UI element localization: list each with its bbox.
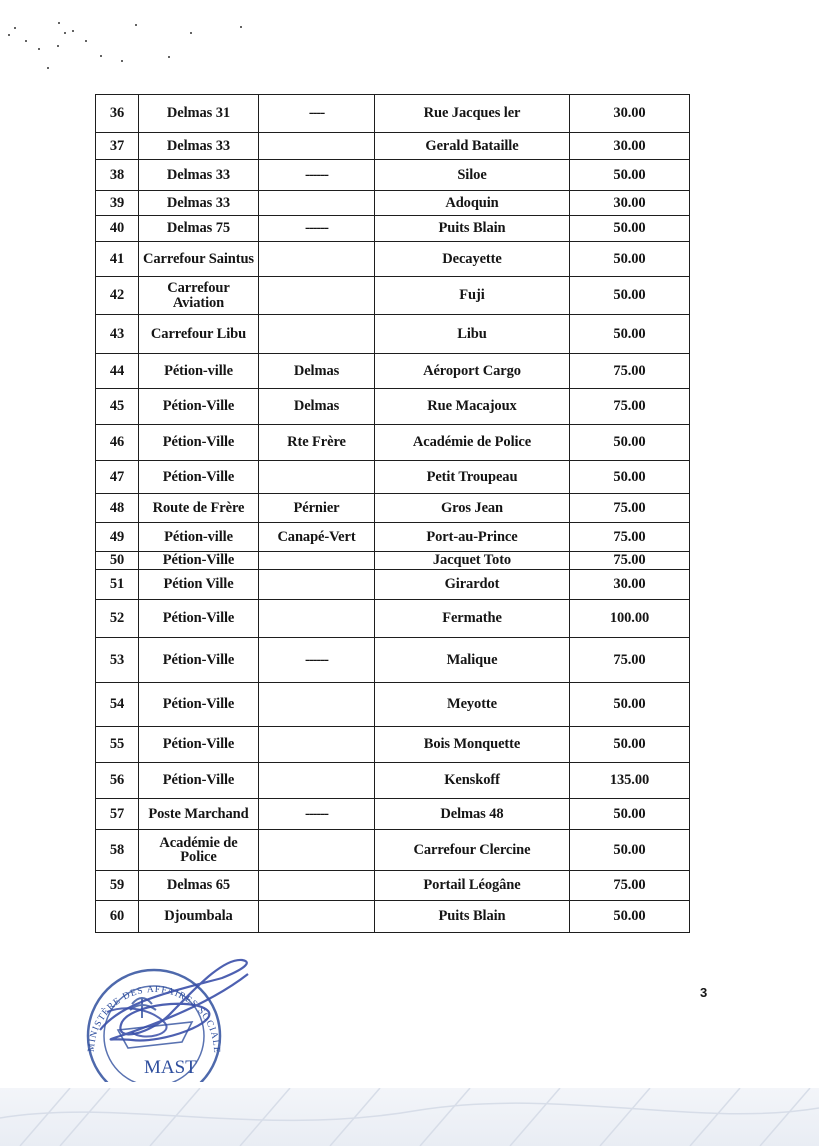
table-row [96,683,690,727]
table-row [96,763,690,799]
destination-cell: Rue Macajoux [375,389,570,425]
destination-cell: Port-au-Prince [375,523,570,552]
via-cell [259,570,375,600]
origin-cell: Pétion-Ville [139,461,259,494]
fare-cell: 50.00 [570,277,690,315]
destination-cell: Girardot [375,570,570,600]
destination-cell: Petit Troupeau [375,461,570,494]
fare-cell: 75.00 [570,871,690,901]
fare-table-body [96,95,690,933]
via-cell [259,133,375,160]
table-row [96,871,690,901]
origin-cell: Pétion-ville [139,354,259,389]
table-row [96,523,690,552]
via-cell [259,191,375,216]
fare-cell: 50.00 [570,216,690,242]
via-cell: ---- [259,95,375,133]
via-cell [259,461,375,494]
table-row [96,389,690,425]
table-row [96,425,690,461]
origin-cell: Pétion-Ville [139,552,259,570]
row-number: 42 [96,277,139,315]
table-row [96,354,690,389]
destination-cell: Aéroport Cargo [375,354,570,389]
origin-cell: Carrefour Saintus [139,242,259,277]
table-row [96,216,690,242]
origin-cell: Delmas 65 [139,871,259,901]
fare-cell: 30.00 [570,95,690,133]
fare-cell: 50.00 [570,425,690,461]
fare-cell: 100.00 [570,600,690,638]
page-number: 3 [700,985,708,1000]
via-cell [259,830,375,871]
via-cell [259,277,375,315]
fare-cell: 135.00 [570,763,690,799]
table-row [96,552,690,570]
origin-cell: Pétion-Ville [139,727,259,763]
destination-cell: Libu [375,315,570,354]
fare-cell: 50.00 [570,727,690,763]
fare-cell: 75.00 [570,354,690,389]
fare-cell: 50.00 [570,315,690,354]
destination-cell: Puits Blain [375,901,570,933]
fare-cell: 50.00 [570,830,690,871]
row-number: 54 [96,683,139,727]
row-number: 43 [96,315,139,354]
row-number: 53 [96,638,139,683]
fare-cell: 75.00 [570,523,690,552]
scanner-footer-band [0,1088,819,1146]
table-row [96,830,690,871]
destination-cell: Carrefour Clercine [375,830,570,871]
fare-cell: 50.00 [570,461,690,494]
fare-table [95,94,690,933]
row-number: 44 [96,354,139,389]
destination-cell: Gros Jean [375,494,570,523]
via-cell [259,727,375,763]
via-cell: Pérnier [259,494,375,523]
row-number: 48 [96,494,139,523]
origin-cell: Pétion-Ville [139,763,259,799]
origin-cell: Carrefour Libu [139,315,259,354]
fare-cell: 50.00 [570,242,690,277]
destination-cell: Portail Léogâne [375,871,570,901]
destination-cell: Kenskoff [375,763,570,799]
table-row [96,901,690,933]
origin-cell: Pétion-Ville [139,389,259,425]
via-cell: ------ [259,216,375,242]
via-cell: ------ [259,799,375,830]
row-number: 55 [96,727,139,763]
table-row [96,494,690,523]
seal-center-text: MAST [144,1057,197,1078]
ministry-seal [72,952,262,1087]
fare-cell: 75.00 [570,638,690,683]
via-cell [259,871,375,901]
origin-cell: Pétion-Ville [139,638,259,683]
origin-cell: Pétion-Ville [139,425,259,461]
via-cell: Delmas [259,389,375,425]
destination-cell: Bois Monquette [375,727,570,763]
destination-cell: Siloe [375,160,570,191]
row-number: 49 [96,523,139,552]
via-cell [259,683,375,727]
row-number: 60 [96,901,139,933]
via-cell: Delmas [259,354,375,389]
table-row [96,277,690,315]
table-row [96,570,690,600]
origin-cell: Delmas 75 [139,216,259,242]
origin-cell: Delmas 33 [139,133,259,160]
origin-cell: Académie de Police [139,830,259,871]
fare-cell: 50.00 [570,683,690,727]
fare-cell: 30.00 [570,133,690,160]
fare-cell: 50.00 [570,799,690,830]
via-cell [259,315,375,354]
fare-cell: 50.00 [570,160,690,191]
fare-cell: 30.00 [570,191,690,216]
via-cell [259,763,375,799]
destination-cell: Decayette [375,242,570,277]
origin-cell: Pétion-Ville [139,683,259,727]
destination-cell: Malique [375,638,570,683]
origin-cell: Delmas 33 [139,191,259,216]
table-row [96,727,690,763]
row-number: 41 [96,242,139,277]
destination-cell: Gerald Bataille [375,133,570,160]
fare-cell: 75.00 [570,552,690,570]
seal-ring-text: MINISTÈRE DES AFFAIRES SOCIALE [86,984,222,1054]
row-number: 40 [96,216,139,242]
table-row [96,160,690,191]
origin-cell: Route de Frère [139,494,259,523]
fare-cell: 30.00 [570,570,690,600]
origin-cell: Delmas 33 [139,160,259,191]
origin-cell: Delmas 31 [139,95,259,133]
origin-cell: Pétion-ville [139,523,259,552]
origin-cell: Pétion-Ville [139,600,259,638]
table-row [96,191,690,216]
via-cell [259,901,375,933]
via-cell: Rte Frère [259,425,375,461]
row-number: 36 [96,95,139,133]
destination-cell: Meyotte [375,683,570,727]
row-number: 52 [96,600,139,638]
fare-cell: 75.00 [570,494,690,523]
table-row [96,461,690,494]
via-cell [259,242,375,277]
table-row [96,600,690,638]
table-row [96,315,690,354]
destination-cell: Fermathe [375,600,570,638]
row-number: 39 [96,191,139,216]
via-cell: ------ [259,638,375,683]
origin-cell: Poste Marchand [139,799,259,830]
origin-cell: Djoumbala [139,901,259,933]
destination-cell: Fuji [375,277,570,315]
destination-cell: Rue Jacques ler [375,95,570,133]
origin-cell: Carrefour Aviation [139,277,259,315]
via-cell: ------ [259,160,375,191]
via-cell: Canapé-Vert [259,523,375,552]
table-row [96,133,690,160]
svg-text:MINISTÈRE DES AFFAIRES SOCIALE [72,952,221,1054]
fare-cell: 75.00 [570,389,690,425]
destination-cell: Adoquin [375,191,570,216]
fare-cell: 50.00 [570,901,690,933]
table-row [96,242,690,277]
destination-cell: Delmas 48 [375,799,570,830]
row-number: 37 [96,133,139,160]
row-number: 38 [96,160,139,191]
destination-cell: Académie de Police [375,425,570,461]
row-number: 51 [96,570,139,600]
row-number: 45 [96,389,139,425]
row-number: 50 [96,552,139,570]
row-number: 59 [96,871,139,901]
row-number: 47 [96,461,139,494]
row-number: 58 [96,830,139,871]
destination-cell: Jacquet Toto [375,552,570,570]
row-number: 57 [96,799,139,830]
via-cell [259,600,375,638]
origin-cell: Pétion Ville [139,570,259,600]
destination-cell: Puits Blain [375,216,570,242]
via-cell [259,552,375,570]
row-number: 46 [96,425,139,461]
row-number: 56 [96,763,139,799]
table-row [96,638,690,683]
table-row [96,799,690,830]
table-row [96,95,690,133]
